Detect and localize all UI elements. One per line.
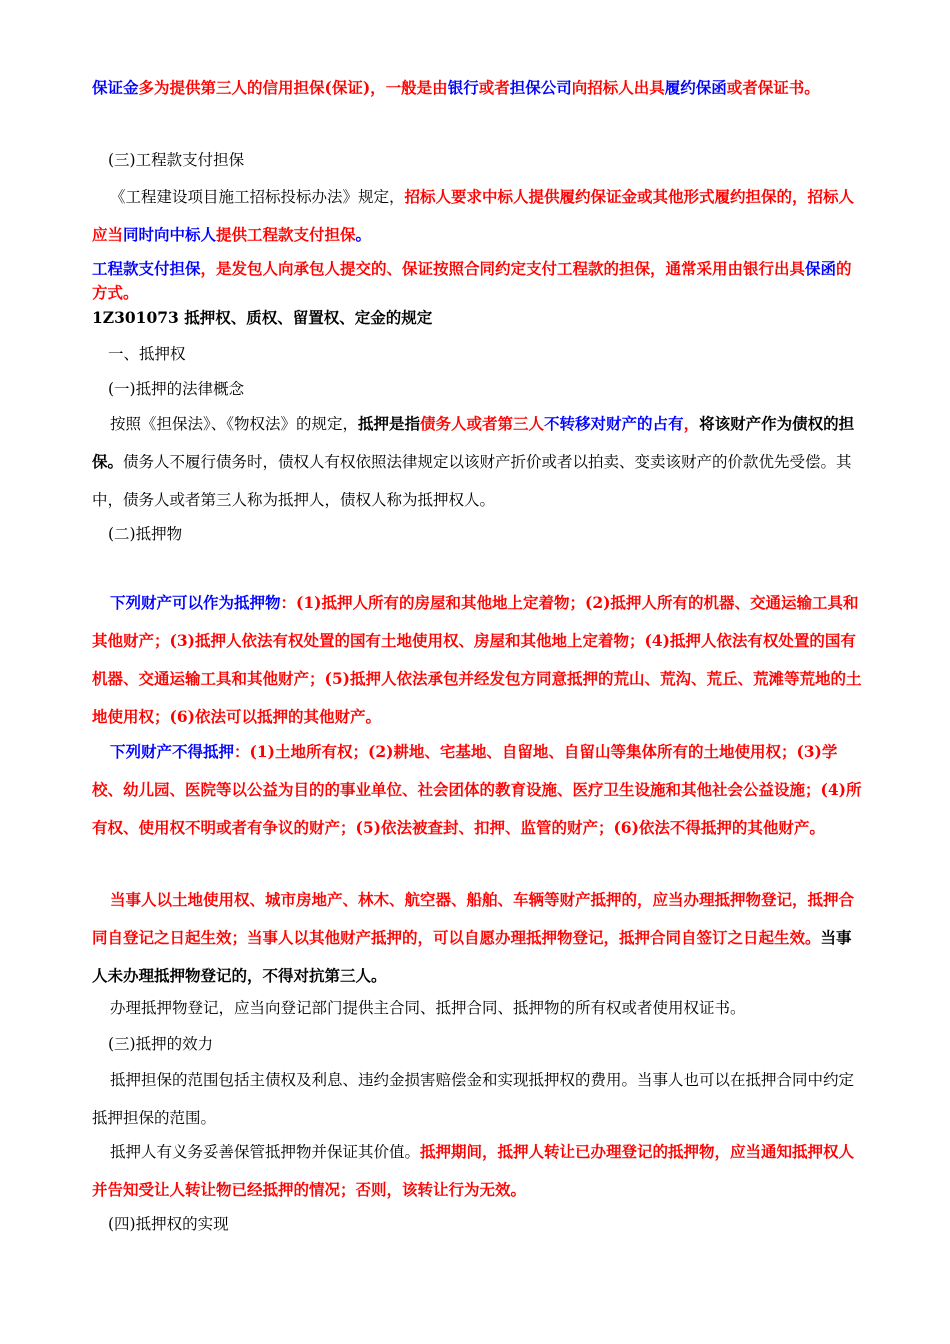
heading-legal-concept: (一)抵押的法律概念 bbox=[108, 380, 245, 398]
text-span: ： bbox=[280, 593, 297, 612]
text-span: 《工程建设项目施工招标投标办法》规定， bbox=[110, 188, 405, 206]
heading-collateral: (二)抵押物 bbox=[108, 525, 183, 543]
paragraph-mortgage-definition bbox=[92, 405, 862, 519]
text-span: 抵押人有义务妥善保管抵押物并保证其价值。 bbox=[110, 1143, 421, 1161]
text-span: ， bbox=[683, 414, 700, 433]
text-span: 或者 bbox=[478, 78, 510, 97]
heading-mortgage: 一、抵押权 bbox=[108, 345, 186, 363]
text-span: 将该财产作为债权的担保。 bbox=[92, 414, 855, 471]
paragraph-bidding-rules bbox=[92, 178, 862, 254]
text-span: 抵押期间，抵押人转让已办理登记的抵押物，应当通知抵押权人并告知受让人转让物已经抵押的情况；否则，该转让行为无效。 bbox=[92, 1142, 855, 1199]
heading-payment-guarantee: (三)工程款支付担保 bbox=[108, 151, 245, 169]
text-span: 当事人以土地使用权、城市房地产、林木、航空器、船舶、车辆等财产抵押的，应当办理抵押物登记，抵押合同自登记之日起生效；当事人以其他财产抵押的，可以自愿办理抵押物登记，抵押合同自签订之日起生效。 bbox=[92, 890, 855, 947]
text-span: 同时向中标人 bbox=[123, 225, 217, 244]
text-span: 下列财产不得抵押 bbox=[110, 742, 235, 761]
text-span: 保证金 bbox=[92, 78, 139, 97]
paragraph-performance-bond bbox=[92, 69, 862, 107]
text-span: (1)抵押人所有的房屋和其他地上定着物；(2)抵押人所有的机器、交通运输工具和其他财产；(3)抵押人依法有权处置的国有土地使用权、房屋和其他地上定着物；(4)抵押人依法有权处置的国有机器、交通运输工具和其他财产；(5)抵押人依法承包并经发包方同意抵押的荒山、荒沟、荒丘、荒滩等荒地的土地使用权；(6)依法可以抵押的其他财产。 bbox=[92, 593, 862, 726]
text-span: 债务人不履行债务时，债权人有权依照法律规定以该财产折价或者以拍卖、变卖该财产的价款优先受偿。其中，债务人或者第三人称为抵押人，债权人称为抵押权人。 bbox=[92, 453, 852, 509]
text-span: 下列财产可以作为抵押物 bbox=[110, 593, 281, 612]
paragraph-registration bbox=[92, 881, 862, 995]
text-span: 向招标人出具 bbox=[571, 78, 665, 97]
text-span: 招标人要求中标人提供履约保证金或其他形式履约担保的，招标人应当 bbox=[92, 187, 855, 244]
text-span: 多为提供第三人的信用担保(保证)，一般是由 bbox=[138, 78, 448, 97]
paragraph-custody bbox=[92, 1133, 862, 1209]
paragraph-prohibited-collateral bbox=[92, 733, 862, 847]
paragraph-allowed-collateral bbox=[92, 584, 862, 736]
paragraph-registration-documents: 办理抵押物登记，应当向登记部门提供主合同、抵押合同、抵押物的所有权或者使用权证书。 bbox=[110, 999, 746, 1017]
text-span: ： bbox=[234, 742, 250, 761]
text-span: 按照《担保法》、《物权法》的规定， bbox=[110, 415, 359, 433]
text-span: 保函 bbox=[805, 259, 837, 278]
text-span: 不转移对财产的占有 bbox=[544, 414, 684, 433]
text-span: 担保公司 bbox=[509, 78, 572, 97]
heading-realization: (四)抵押权的实现 bbox=[108, 1215, 229, 1233]
text-span: 提供工程款支付担保 bbox=[216, 225, 356, 244]
text-span: 或者保证书。 bbox=[726, 78, 820, 97]
text-span: 。 bbox=[355, 225, 372, 244]
text-span: ，是发包人向承包人提交的、保证按照合同约定支付工程款的担保，通常采用由银行出具 bbox=[200, 259, 806, 278]
text-span: 抵押是指 bbox=[358, 414, 421, 433]
paragraph-scope: 抵押担保的范围包括主债权及利息、违约金损害赔偿金和实现抵押权的费用。当事人也可以在抵押合同中约定抵押担保的范围。 bbox=[92, 1071, 855, 1127]
text-span: 银行 bbox=[447, 78, 479, 97]
text-span: 履约保函 bbox=[664, 78, 727, 97]
text-span: 工程款支付担保 bbox=[92, 259, 201, 278]
paragraph-payment-guarantee-definition bbox=[92, 257, 862, 305]
text-span: (1)土地所有权；(2)耕地、宅基地、自留地、自留山等集体所有的土地使用权；(3)学校、幼儿园、医院等以公益为目的的事业单位、社会团体的教育设施、医疗卫生设施和其他社会公益设施；(4)所有权、使用权不明或者有争议的财产；(5)依法被查封、扣押、监管的财产；(6)依法不得抵押的其他财产。 bbox=[92, 742, 862, 837]
text-span: 当事人未办理抵押物登记的，不得对抗第三人。 bbox=[92, 928, 852, 985]
text-span: 债务人或者第三人 bbox=[420, 414, 545, 433]
section-title: 1Z301073 抵押权、质权、留置权、定金的规定 bbox=[92, 308, 433, 327]
text-span: 的方式。 bbox=[92, 259, 852, 302]
heading-effect: (三)抵押的效力 bbox=[108, 1035, 214, 1053]
